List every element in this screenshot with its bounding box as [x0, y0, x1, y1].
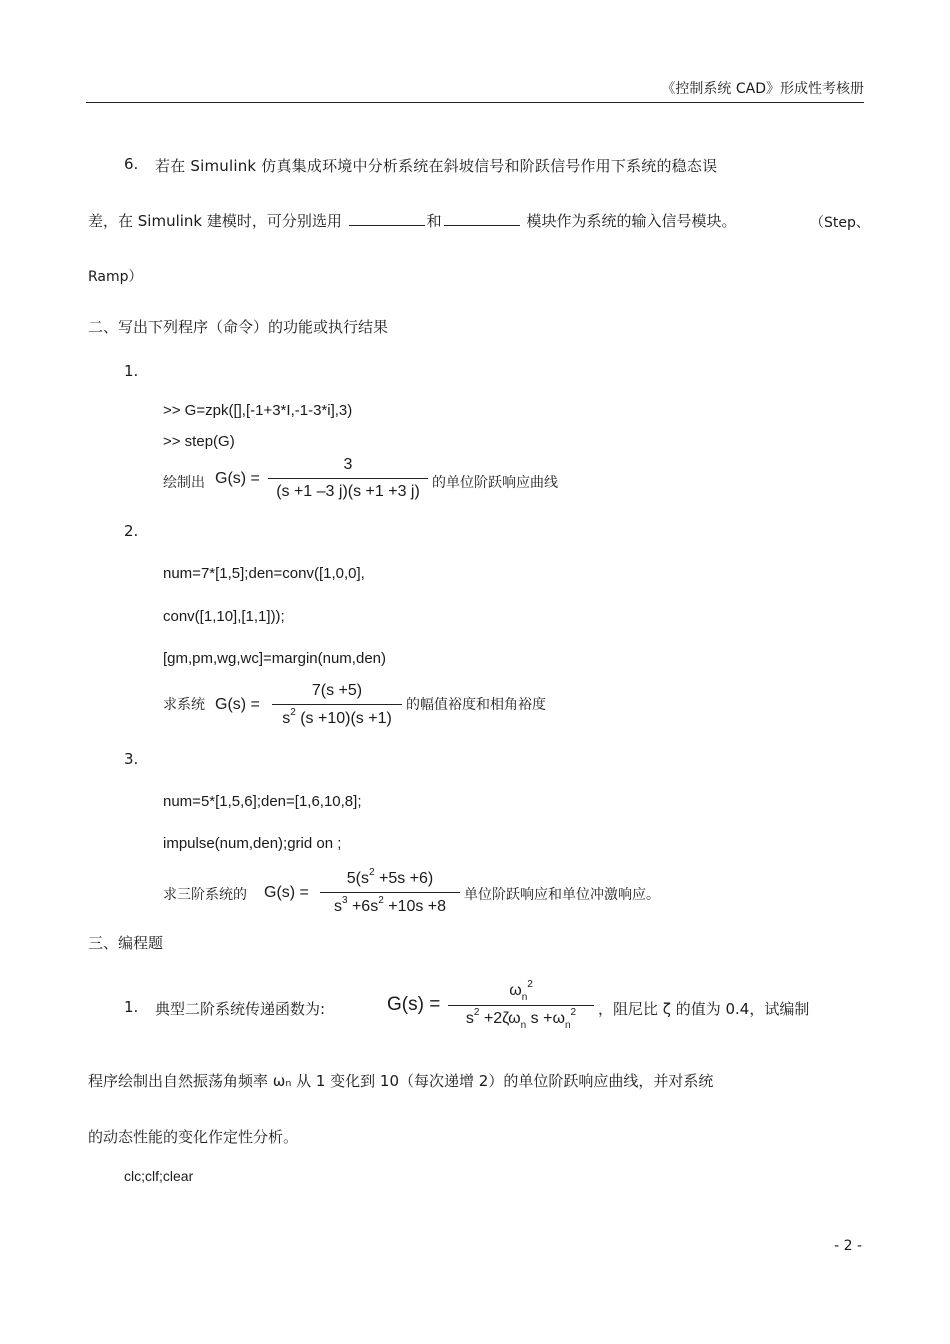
item-3-den-a: s	[333, 898, 342, 915]
item-2-fraction	[272, 682, 402, 732]
program-q1-line-3: 的动态性能的变化作定性分析。	[88, 1128, 299, 1146]
question-6-answer-b: Ramp）	[88, 269, 143, 285]
question-6-text-b: 模块作为系统的输入信号模块。	[526, 212, 737, 230]
item-3-lhs: G(s) =	[264, 884, 309, 901]
item-2-denominator	[272, 707, 402, 728]
program-q1-den-sub2: n	[564, 1020, 571, 1031]
question-6-and: 和	[426, 212, 442, 230]
item-1-fraction-bar	[268, 478, 428, 479]
item-3-num-a: 5(s	[346, 870, 369, 887]
program-q1-fraction	[448, 976, 594, 1034]
item-3-code-line-2: impulse(num,den);grid on ;	[163, 835, 342, 852]
program-q1-numerator	[448, 979, 594, 1003]
program-q1-den-b: +2ζω	[483, 1010, 521, 1027]
program-q1-den-sub1: n	[520, 1020, 527, 1031]
item-3-num-exp: 2	[368, 867, 375, 878]
item-3-den-c: +10s +8	[388, 898, 447, 915]
item-1-answer-suffix: 的单位阶跃响应曲线	[432, 475, 558, 491]
answer-blank-1[interactable]	[349, 211, 425, 226]
program-q1-num-sub: n	[521, 992, 528, 1003]
question-6-text-a: 差，在 Simulink 建模时，可分别选用	[88, 212, 342, 230]
program-q1-lead: 典型二阶系统传递函数为:	[155, 1000, 326, 1018]
item-1-denominator: (s +1 –3 j)(s +1 +3 j)	[276, 483, 420, 500]
page-number: - 2 -	[834, 1238, 862, 1254]
item-2-number: 2.	[124, 522, 139, 540]
item-1-fraction	[268, 456, 428, 502]
item-2-lhs: G(s) =	[215, 696, 260, 713]
item-1-lhs: G(s) =	[215, 470, 260, 487]
item-3-fraction	[320, 867, 460, 920]
item-2-numerator: 7(s +5)	[311, 682, 363, 699]
item-2-den-rest: (s +10)(s +1)	[300, 710, 392, 727]
program-q1-num-exp: 2	[527, 979, 533, 990]
program-q1-fraction-bar	[448, 1005, 594, 1006]
item-2-code-line-1: num=7*[1,5];den=conv([1,0,0],	[163, 565, 365, 582]
program-q1-den-exp: 2	[473, 1007, 480, 1018]
item-2-code-line-3: [gm,pm,wg,wc]=margin(num,den)	[163, 650, 386, 667]
page-header-title: 《控制系统 CAD》形成性考核册	[661, 81, 864, 97]
item-3-den-b: +6s	[351, 898, 379, 915]
item-3-den-exp2: 2	[378, 895, 384, 906]
item-2-den-exp: 2	[290, 707, 296, 718]
item-3-number: 3.	[124, 750, 139, 768]
item-3-fraction-bar	[320, 892, 460, 893]
item-3-answer-prefix: 求三阶系统的	[163, 887, 247, 903]
program-q1-code: clc;clf;clear	[124, 1168, 194, 1184]
item-3-num-b: +5s +6)	[378, 870, 434, 887]
program-q1-den-exp2: 2	[570, 1007, 577, 1018]
item-3-den-exp1: 3	[341, 895, 348, 906]
program-q1-den-s: s	[465, 1010, 474, 1027]
program-q1-line-2: 程序绘制出自然振荡角频率 ωₙ 从 1 变化到 10（每次递增 2）的单位阶跃响应曲线，并对系统	[88, 1072, 714, 1090]
item-2-answer-prefix: 求系统	[163, 697, 205, 713]
program-q1-number: 1.	[124, 998, 139, 1016]
program-q1-denominator	[448, 1007, 594, 1031]
item-1-answer-prefix: 绘制出	[163, 475, 205, 491]
item-1-code-line-2: >> step(G)	[163, 433, 235, 450]
item-2-fraction-bar	[272, 704, 402, 705]
section-3-title: 三、编程题	[88, 934, 164, 952]
header-rule	[86, 102, 864, 103]
item-2-answer-suffix: 的幅值裕度和相角裕度	[406, 697, 546, 713]
program-q1-den-c: s +ω	[530, 1010, 565, 1027]
item-1-code-line-1: >> G=zpk([],[-1+3*I,-1-3*i],3)	[163, 402, 353, 419]
item-1-number: 1.	[124, 362, 139, 380]
item-1-numerator: 3	[343, 456, 353, 473]
item-3-answer-suffix: 单位阶跃响应和单位冲激响应。	[464, 887, 660, 903]
item-2-code-line-2: conv([1,10],[1,1]));	[163, 608, 285, 625]
answer-blank-2[interactable]	[444, 211, 520, 226]
program-q1-lhs: G(s) =	[387, 994, 441, 1015]
question-6-answer-a: （Step、	[810, 215, 870, 231]
question-6-line-1: 若在 Simulink 仿真集成环境中分析系统在斜坡信号和阶跃信号作用下系统的稳态误	[155, 157, 718, 175]
question-6-line-2	[88, 210, 736, 231]
item-3-code-line-1: num=5*[1,5,6];den=[1,6,10,8];	[163, 793, 362, 810]
item-2-den-s: s	[282, 710, 291, 727]
program-q1-after: ，阻尼比 ζ 的值为 0.4，试编制	[598, 1000, 810, 1018]
program-q1-num-omega: ω	[509, 982, 522, 999]
section-2-title: 二、写出下列程序（命令）的功能或执行结果	[88, 318, 389, 336]
item-3-numerator	[320, 867, 460, 888]
item-3-denominator	[320, 895, 460, 916]
question-6-number: 6.	[124, 155, 139, 173]
